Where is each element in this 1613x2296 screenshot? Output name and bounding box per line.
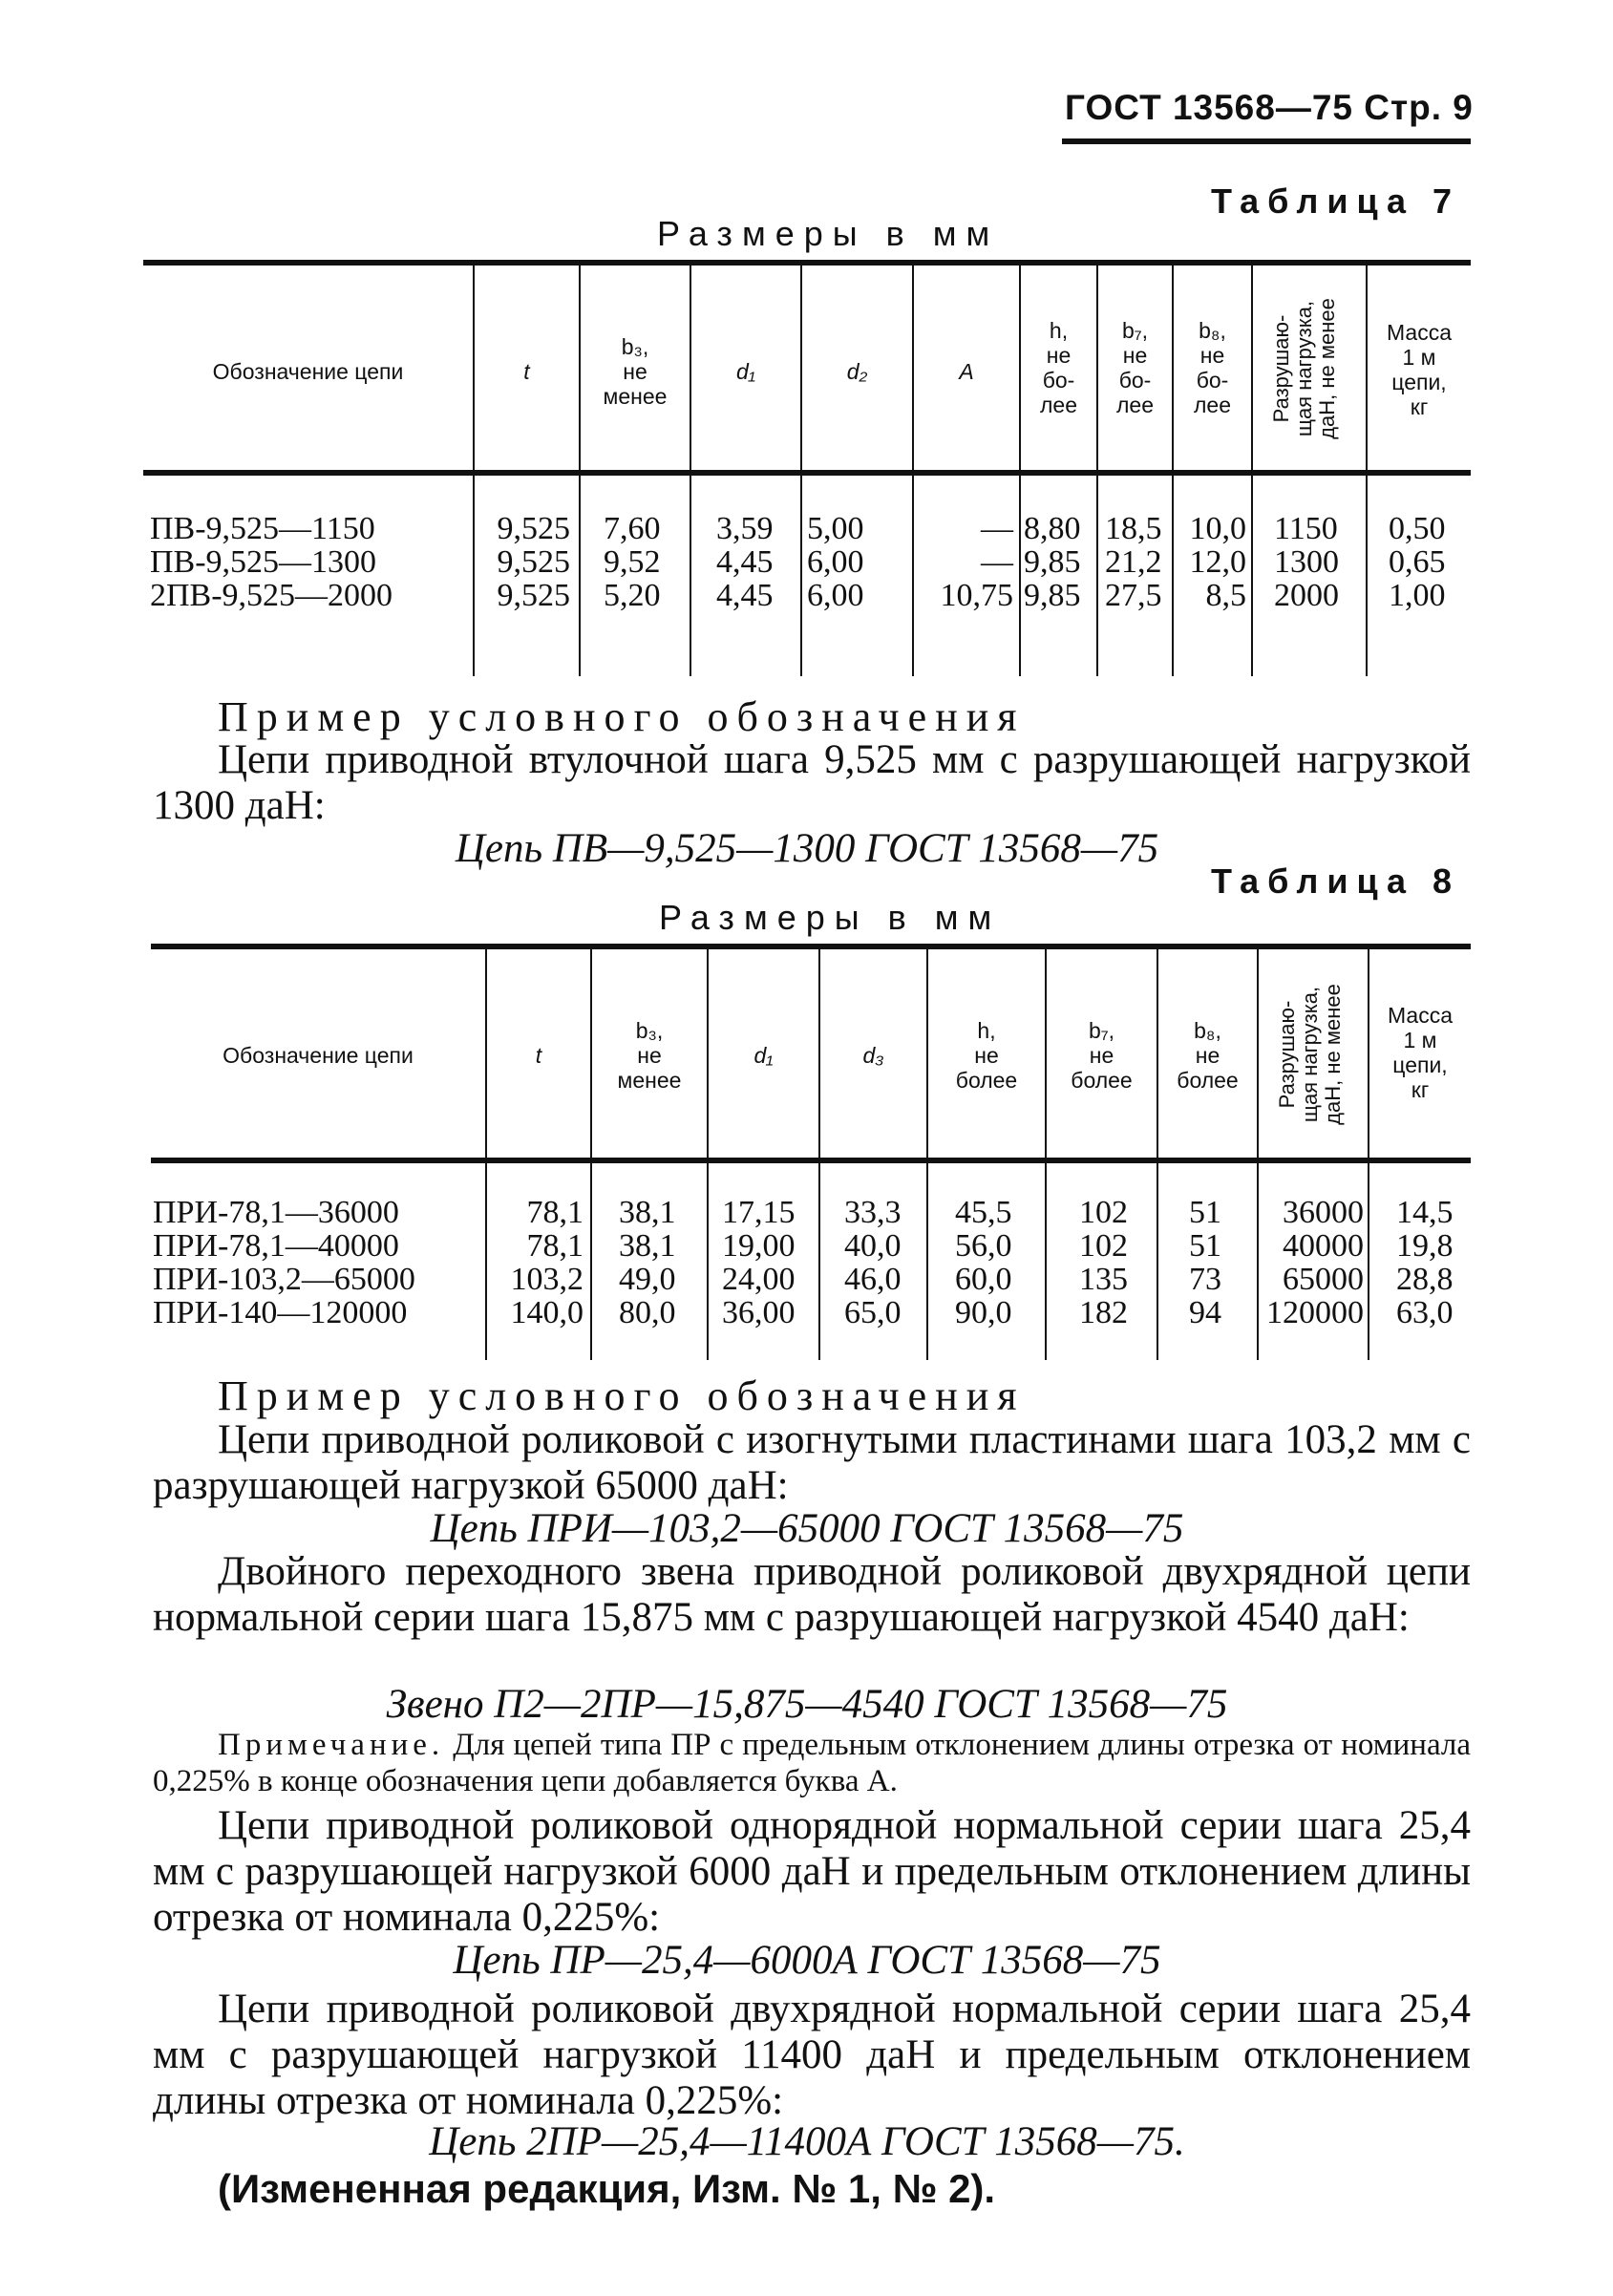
table7-row1-b3: 7,60 [604,511,661,546]
table8-row4-h: 90,0 [955,1295,1012,1330]
table8-row4-b7: 182 [1079,1295,1128,1330]
table7-row3-b3: 5,20 [604,578,661,613]
table8-row4-b3: 80,0 [619,1295,676,1330]
table8-top-rule [151,944,1471,949]
table8-header-b3: b₃, не менее [617,1018,682,1093]
table7-row1-load: 1150 [1274,511,1338,546]
table7-row1-h: 8,80 [1024,511,1081,546]
table8-col-line [926,949,928,1360]
table7-header-load: Разрушаю- щая нагрузка, даН, не менее [1269,298,1339,439]
page-header: ГОСТ 13568—75 Стр. 9 [1065,88,1474,127]
table7-header-d2: d₂ [846,359,868,384]
table8-row2-d1: 19,00 [722,1228,796,1264]
table7-col-line [912,266,914,676]
table8-row4-designation: ПРИ-140—120000 [153,1295,408,1330]
table8-col-line [707,949,709,1360]
table7-row1-t: 9,525 [497,511,570,546]
table7-header-rule [143,470,1471,476]
table8-row2-mass: 19,8 [1396,1228,1454,1264]
table8-row1-b8: 51 [1189,1195,1221,1230]
table7-row1-designation: ПВ-9,525—1150 [150,511,375,546]
table8-header-rule [151,1158,1471,1163]
table7-header-mass: Масса 1 м цепи, кг [1386,320,1452,419]
table7-header-d1: d₁ [735,359,756,384]
table7-col-line [579,266,581,676]
table7-header-b3: b₃, не менее [603,334,668,409]
table8-row3-designation: ПРИ-103,2—65000 [153,1262,415,1297]
example2-text3: Цепи приводной роликовой однорядной нормальной серии шага 25,4 мм с разрушающей нагрузкой 6000 даН и предельным отклонением длины отрезка от номинала 0,225%: [153,1803,1471,1940]
example2-note [153,1727,1471,1799]
table7-row2-a: — [981,544,1013,580]
table8-row1-d3: 33,3 [844,1195,902,1230]
table7-caption: Таблица 7 [1211,181,1461,221]
table8-header-load: Разрушаю- щая нагрузка, даН, не менее [1275,984,1345,1125]
table8-row2-designation: ПРИ-78,1—40000 [153,1228,399,1264]
table7-col-line [1251,266,1253,676]
table8-row4-t: 140,0 [510,1295,584,1330]
table8-header-b7: b₇, не более [1071,1018,1133,1093]
table8-row2-h: 56,0 [955,1228,1012,1264]
table7-row1-b7: 18,5 [1105,511,1162,546]
table7-row2-d1: 4,45 [716,544,774,580]
table8-row1-b3: 38,1 [619,1195,676,1230]
table7-header-b8: b₈, не бо- лее [1193,318,1231,417]
header-rule [1062,138,1471,144]
table8-col-line [818,949,820,1360]
table7-col-line [800,266,802,676]
table7-col-line [473,266,475,676]
example2-text1: Цепи приводной роликовой с изогнутыми пластинами шага 103,2 мм с разрушающей нагрузкой 65000 даН: [153,1417,1471,1508]
table8-units: Размеры в мм [659,898,1002,937]
table8-row2-b3: 38,1 [619,1228,676,1264]
table7-row2-b7: 21,2 [1105,544,1162,580]
table7-top-rule [143,260,1471,266]
example2-designation1: Цепь ПРИ—103,2—65000 ГОСТ 13568—75 [430,1506,1184,1551]
example1-designation: Цепь ПВ—9,525—1300 ГОСТ 13568—75 [455,826,1159,871]
table7-row1-b8: 10,0 [1189,511,1246,546]
table8-row2-t: 78,1 [526,1228,584,1264]
example2-designation3: Цепь ПР—25,4—6000А ГОСТ 13568—75 [453,1938,1161,1983]
revision-note: (Измененная редакция, Изм. № 1, № 2). [218,2166,996,2211]
table7-row2-b8: 12,0 [1189,544,1246,580]
table8-row1-b7: 102 [1079,1195,1128,1230]
table8-row4-d1: 36,00 [722,1295,796,1330]
table8-header-d1: d₁ [753,1043,774,1068]
table8-row1-load: 36000 [1283,1195,1364,1230]
table7-row3-b7: 27,5 [1105,578,1162,613]
table8-row1-h: 45,5 [955,1195,1012,1230]
table8-row1-t: 78,1 [526,1195,584,1230]
table8-col-line [1157,949,1158,1360]
table7-row3-a: 10,75 [940,578,1013,613]
note-text: Для цепей типа ПР с предельным отклонением длины отрезка от номинала 0,225% в конце обозначения цепи добавляется буква А. [153,1728,1472,1798]
table7-row3-d2: 6,00 [807,578,864,613]
example2-text4: Цепи приводной роликовой двухрядной нормальной серии шага 25,4 мм с разрушающей нагрузкой 11400 даН и предельным отклонением длины отрезка от номинала 0,225%: [153,1987,1471,2123]
table7-header-b7: b₇, не бо- лее [1115,318,1154,417]
table7-units: Размеры в мм [657,214,1000,253]
table7-row1-mass: 0,50 [1389,511,1446,546]
table8-row2-d3: 40,0 [844,1228,902,1264]
table7-row2-h: 9,85 [1024,544,1081,580]
table8-header-t: t [535,1043,542,1068]
table8-header-d3: d₃ [862,1043,884,1068]
table8-row2-b8: 51 [1189,1228,1221,1264]
table8-col-line [1045,949,1047,1360]
table7-row3-d1: 4,45 [716,578,774,613]
table7-row3-mass: 1,00 [1389,578,1446,613]
table8-row4-b8: 94 [1189,1295,1221,1330]
table8-header-h: h, не более [955,1018,1018,1093]
table7-row3-designation: 2ПВ-9,525—2000 [150,578,393,613]
table8-row4-load: 120000 [1266,1295,1364,1330]
table7-row2-t: 9,525 [497,544,570,580]
table8-row1-designation: ПРИ-78,1—36000 [153,1195,399,1230]
table8-row3-b8: 73 [1189,1262,1221,1297]
table8-row3-b3: 49,0 [619,1262,676,1297]
note-label: Примечание. [218,1728,445,1762]
example2-text2: Двойного переходного звена приводной роликовой двухрядной цепи нормальной серии шага 15,875 мм с разрушающей нагрузкой 4540 даН: [153,1549,1471,1640]
table8-row3-load: 65000 [1283,1262,1364,1297]
table8-row3-b7: 135 [1079,1262,1128,1297]
table8-row3-d1: 24,00 [722,1262,796,1297]
table7-row2-b3: 9,52 [604,544,661,580]
table7-col-line [690,266,691,676]
table8-header-b8: b₈, не более [1177,1018,1239,1093]
table7-header-h: h, не бо- лее [1039,318,1077,417]
table8-header-designation: Обозначение цепи [223,1043,414,1068]
example2-title: Пример условного обозначения [218,1372,1026,1419]
table8-row1-mass: 14,5 [1396,1195,1454,1230]
table8-row1-d1: 17,15 [722,1195,796,1230]
table7-row3-load: 2000 [1274,578,1339,613]
example2-designation2: Звено П2—2ПР—15,875—4540 ГОСТ 13568—75 [386,1682,1228,1727]
table7-header-t: t [523,359,530,384]
table7-row2-mass: 0,65 [1389,544,1446,580]
table7-row1-d1: 3,59 [716,511,774,546]
table8-row3-h: 60,0 [955,1262,1012,1297]
table7-header-a: A [959,359,974,384]
table7-row1-d2: 5,00 [807,511,864,546]
example2-designation4: Цепь 2ПР—25,4—11400А ГОСТ 13568—75. [429,2119,1185,2164]
table8-row4-d3: 65,0 [844,1295,902,1330]
table8-row3-t: 103,2 [510,1262,584,1297]
table8-col-line [590,949,592,1360]
table8-row2-load: 40000 [1283,1228,1364,1264]
table7-row2-load: 1300 [1274,544,1339,580]
table8-row4-mass: 63,0 [1396,1295,1454,1330]
table7-row2-designation: ПВ-9,525—1300 [150,544,377,580]
table8-header-mass: Масса 1 м цепи, кг [1387,1003,1453,1102]
table8-caption: Таблица 8 [1211,861,1461,901]
table8-row2-b7: 102 [1079,1228,1128,1264]
example1-title: Пример условного обозначения [218,693,1026,740]
table8-row3-mass: 28,8 [1396,1262,1454,1297]
example1-text: Цепи приводной втулочной шага 9,525 мм с разрушающей нагрузкой 1300 даН: [153,737,1471,828]
table7-header-designation: Обозначение цепи [212,359,404,384]
table7-row2-d2: 6,00 [807,544,864,580]
table7-row3-h: 9,85 [1024,578,1081,613]
table7-row3-t: 9,525 [497,578,570,613]
table7-row3-b8: 8,5 [1205,578,1246,613]
table8-row3-d3: 46,0 [844,1262,902,1297]
table7-row1-a: — [981,511,1013,546]
